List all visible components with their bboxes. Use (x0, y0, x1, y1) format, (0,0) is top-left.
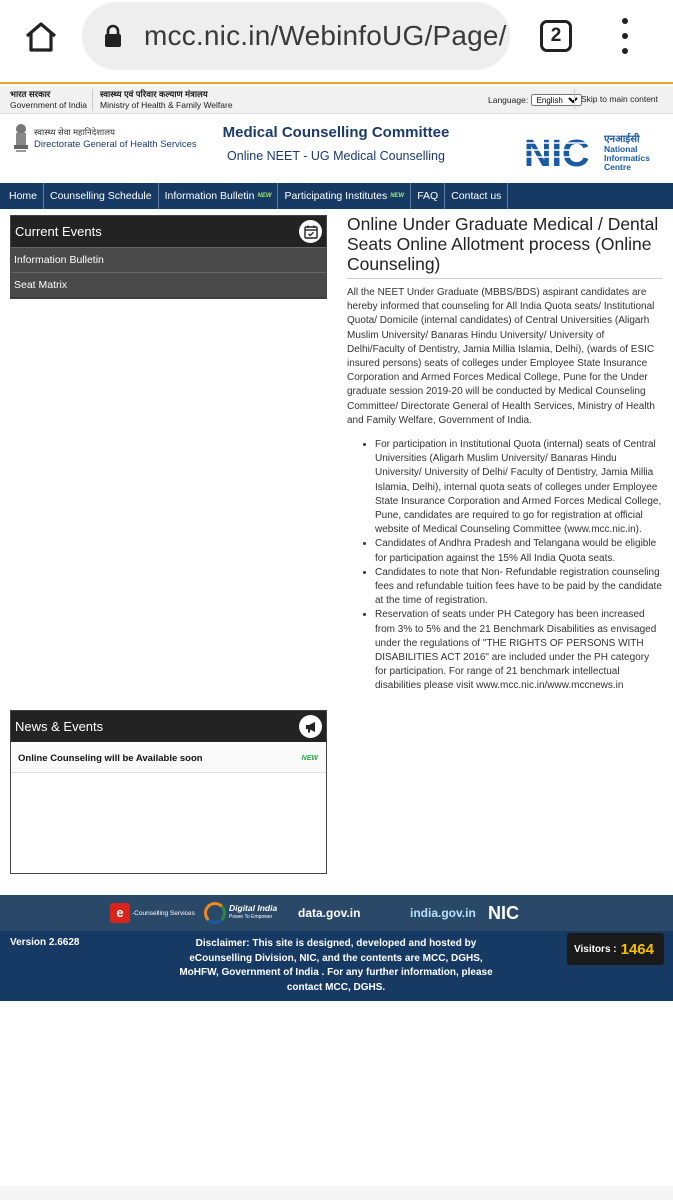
page-title: Online Under Graduate Medical / Dental Seats Online Allotment process (Online Counseling) (347, 214, 663, 279)
browser-toolbar (0, 0, 673, 84)
ministry-hindi: स्वास्थ्य एवं परिवार कल्याण मंत्रालय (100, 89, 208, 99)
list-item: • Reservation of seats under PH Category has been increased from 3% to 5% and the 21 Benchmark Disabilities as envisaged under the regulations of "THE RIGHTS OF PERSONS WITH DISABILITIES ACT 2016" are included under the PH category for participation. For range of 21 benchmark intellectual disabilities please visit www.mcc.nic.in/www.mccnews.in (375, 608, 663, 693)
tab-switcher-button[interactable]: 2 (540, 20, 572, 52)
new-badge: NEW (390, 193, 405, 200)
dghs-english[interactable]: Directorate General of Health Services (34, 139, 197, 150)
goi-strip (0, 86, 673, 114)
india-gov-text: india.gov.in (410, 906, 476, 920)
ecounselling-text: -Counselling Services (132, 909, 195, 917)
current-event-item[interactable]: Seat Matrix (11, 272, 326, 297)
site-header (0, 115, 673, 183)
calendar-icon (299, 220, 322, 243)
nav-label: FAQ (417, 190, 439, 202)
nav-label: Contact us (451, 190, 502, 202)
ecounselling-logo[interactable] (110, 899, 195, 927)
intro-paragraph: All the NEET Under Graduate (MBBS/BDS) aspirant candidates are hereby informed that counseling for All India Quota seats/ Institutional Quota/ Domicile (internal candidates) of Central Universities (Aligarh Muslim University/ Banaras Hindu University/ University of Delhi/Faculty of Dentistry, Jamia Millia Islamia, Delhi), (wards of ESIC insured persons) seats of colleges under Employee State Insurance Corporation and Armed Forces Medical College, Pune for the Under graduate session 2019-20 will be conducted by Medical Counseling Committee/ Directorate General of Health Services, Ministry of Health and Family Welfare, Government of India. (347, 287, 655, 426)
goi-hindi: भारत सरकार (10, 89, 51, 99)
main-nav (0, 183, 673, 209)
new-badge: NEW (257, 193, 272, 200)
digital-india-icon (204, 902, 226, 924)
site-subtitle: Online NEET - UG Medical Counselling (227, 149, 445, 163)
url-text: mcc.nic.in/WebinfoUG/Page/ (144, 20, 507, 51)
lock-icon (104, 24, 122, 48)
data-gov-logo[interactable] (298, 899, 360, 927)
current-events-panel (10, 215, 327, 299)
version-text: Version 2.6628 (10, 937, 80, 948)
nic-footer-text: NIC (488, 902, 519, 923)
news-item[interactable] (11, 745, 326, 773)
nic-line3: Centre (604, 162, 631, 172)
home-button[interactable] (18, 14, 64, 60)
list-item: • Candidates to note that Non- Refundable registration counseling fees and refundable tuition fees have to be paid by the candidate at the time of registration. (375, 566, 663, 609)
nav-label: Participating Institutes (284, 190, 388, 202)
national-emblem-icon (12, 123, 30, 155)
nic-footer-logo[interactable] (488, 899, 519, 927)
digital-india-logo[interactable] (204, 899, 277, 927)
browser-bottom-edge (0, 1186, 673, 1200)
site-title: Medical Counselling Committee (222, 124, 450, 141)
list-item: • For participation in Institutional Quota (internal) seats of Central Universities (Aligarh Muslim University/ Banaras Hindu University/ University of Delhi/ Faculty of Dentistry, Jamia Millia Islamia, Delhi), internal quota seats of colleges under Employee State Insurance Corporation and Armed Forces Medical College, Pune, candidates are required to go for registration at official website of Medical Counseling Committee (www.mcc.nic.in). (375, 438, 663, 537)
visitors-count: 1464 (620, 940, 654, 958)
nic-line2: Informatics (604, 153, 650, 163)
nav-counselling-schedule[interactable] (44, 183, 159, 209)
language-selector (488, 94, 582, 106)
list-item: • Candidates of Andhra Pradesh and Telangana would be eligible for participation against the 15% All India Quota seats. (375, 537, 663, 565)
nav-label: Counselling Schedule (50, 190, 152, 202)
nav-label: Information Bulletin (164, 190, 255, 202)
ministry-english: Ministry of Health & Family Welfare (100, 100, 233, 110)
more-vert-icon[interactable] (618, 18, 632, 54)
nav-participating-institutes[interactable] (278, 183, 411, 209)
disclaimer-text: Disclaimer: This site is designed, developed and hosted by eCounselling Division, NIC, and the contents are MCC, DGHS, MoHFW, Government of India . For any further information, please contact MCC, DGHS. (179, 938, 493, 993)
news-item-text: Online Counseling will be Available soon (18, 753, 203, 764)
panel-title: Current Events (15, 224, 102, 239)
nav-home[interactable] (0, 183, 44, 209)
info-list (347, 438, 663, 694)
india-gov-logo[interactable] (410, 899, 476, 927)
svg-text:NIC: NIC (524, 133, 590, 169)
news-events-panel (10, 710, 327, 874)
data-gov-text: data.gov.in (298, 906, 361, 920)
nav-faq[interactable] (411, 183, 445, 209)
nav-contact-us[interactable] (445, 183, 508, 209)
nic-line1: National (604, 144, 638, 154)
megaphone-icon (299, 715, 322, 738)
address-bar[interactable] (82, 2, 510, 70)
ministry-link[interactable] (92, 89, 233, 111)
ecounselling-icon: e (110, 903, 130, 923)
footer-logo-strip (0, 895, 673, 931)
panel-title: News & Events (15, 719, 104, 734)
nav-information-bulletin[interactable] (159, 183, 279, 209)
current-event-item[interactable]: Information Bulletin (11, 247, 326, 272)
new-badge: NEW (301, 755, 318, 762)
dghs-hindi: स्वास्थ्य सेवा महानिदेशालय (34, 127, 115, 137)
goi-english: Government of India (10, 100, 88, 110)
nav-label: Home (9, 190, 38, 202)
main-content (347, 214, 663, 694)
skip-to-main-link[interactable]: Skip to main content (574, 89, 664, 109)
news-events-header (11, 711, 326, 742)
digital-india-title: Digital India (229, 903, 278, 913)
digital-india-tagline: Power To Empower (229, 914, 273, 920)
home-icon (24, 21, 58, 53)
digital-india-text (229, 904, 277, 922)
nic-logo[interactable] (522, 133, 602, 169)
visitor-counter (567, 933, 664, 965)
visitors-label: Visitors : (574, 943, 617, 955)
current-events-header (11, 216, 326, 247)
footer (0, 931, 673, 1001)
nic-hindi: एनआईसी (604, 134, 640, 145)
goi-link[interactable] (10, 89, 87, 111)
language-label: Language: (488, 95, 529, 105)
nic-wordmark (604, 134, 650, 172)
